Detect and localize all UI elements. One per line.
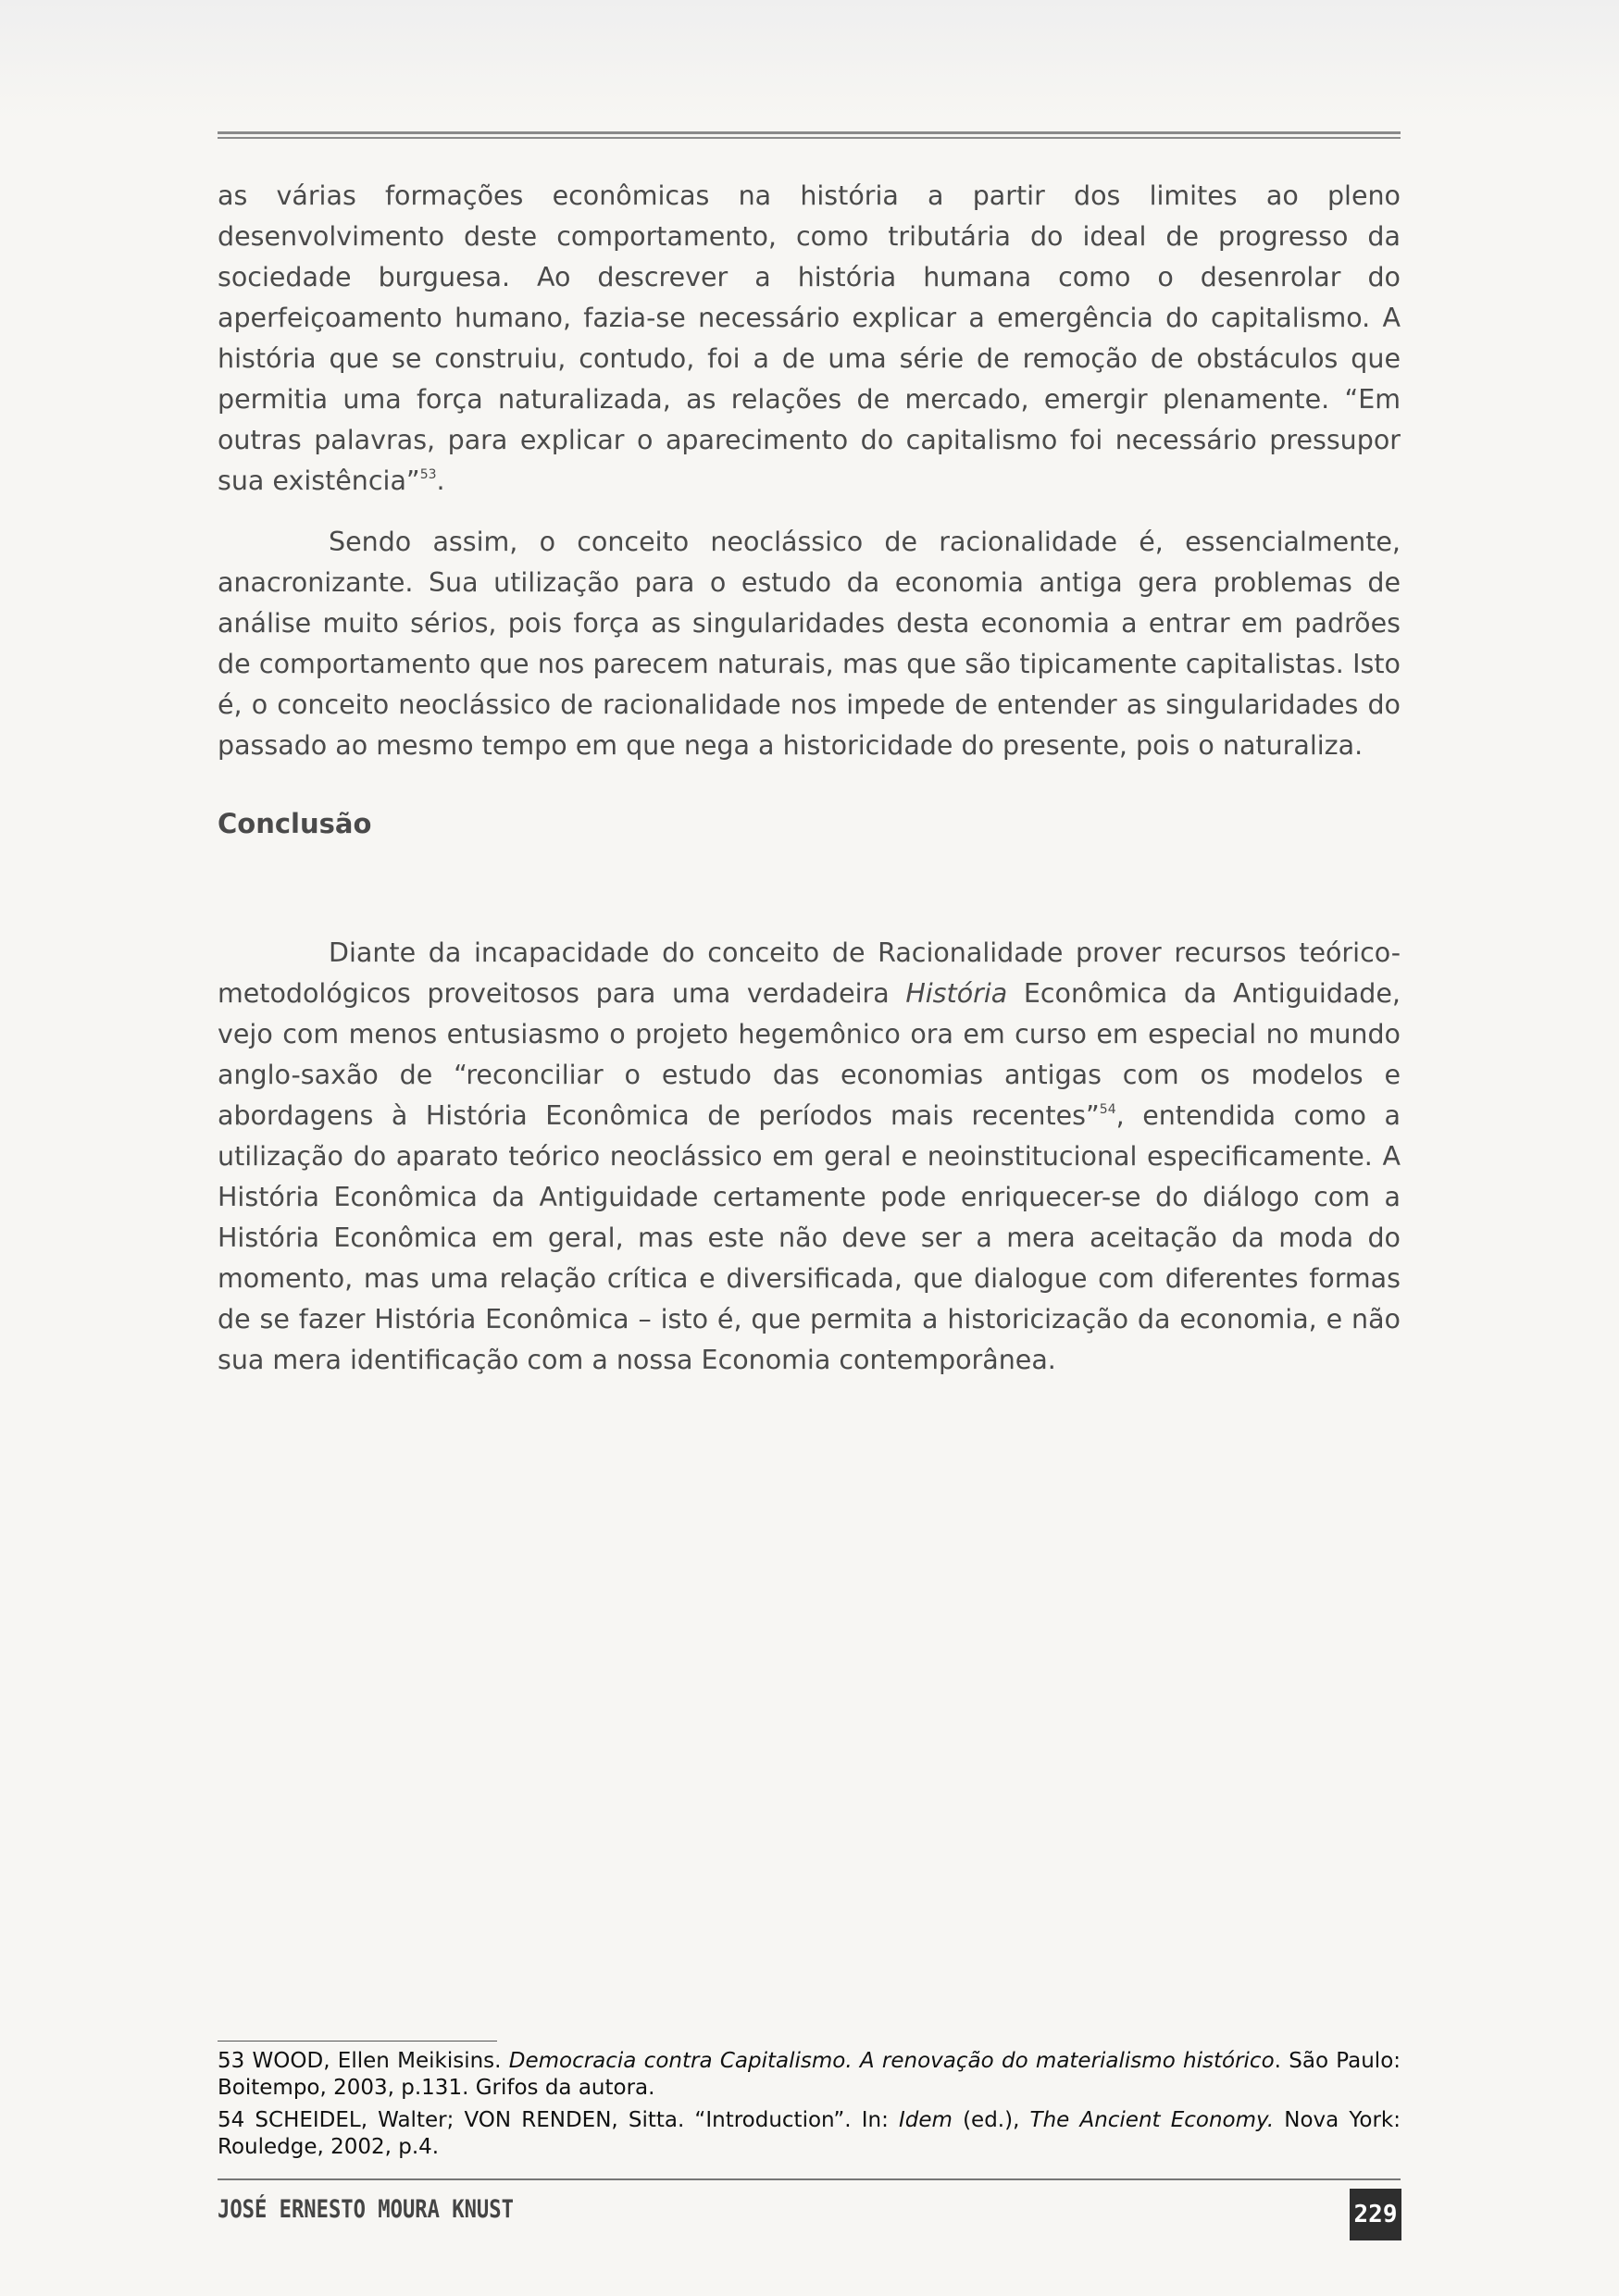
paragraph-1: as várias formações econômicas na história a partir dos limites ao pleno desenvolvimento deste comportamento, como tributária do ideal de progresso da sociedade burguesa. Ao descrever a história humana como o desenrolar do aperfeiçoamento humano, fazia-se necessário explicar a emergência do capitalismo. A história que se construiu, contudo, foi a de uma série de remoção de obstáculos que permitia uma força naturalizada, as relações de mercado, emergir plenamente. “Em outras palavras, para explicar o aparecimento do capitalismo foi necessário pressupor sua existência”$^{53}$.: [218, 180, 1401, 496]
paragraph-3: Diante da incapacidade do conceito de Racionalidade prover recursos teórico-metodológicos proveitosos para uma verdadeira História Econômica da Antiguidade, vejo com menos entusiasmo o projeto hegemônico ora em curso em especial no mundo anglo-saxão de “reconciliar o estudo das economias antigas com os modelos e abordagens à História Econômica de períodos mais recentes”$^{54}$, entendida como a utilização do aparato teórico neoclássico em geral e neoinstitucional especificamente. A História Econômica da Antiguidade certamente pode enriquecer-se do diálogo com a História Econômica em geral, mas este não deve ser a mera aceitação da moda do momento, mas uma relação crítica e diversificada, que dialogue com diferentes formas de se fazer História Econômica – isto é, que permita a historicização da economia, e não sua mera identificação com a nossa Economia contemporânea.: [218, 937, 1401, 1375]
page-number: 229: [1350, 2189, 1401, 2240]
footnote-54: 54 SCHEIDEL, Walter; VON RENDEN, Sitta. “Introduction”. In: Idem (ed.), The Ancient Economy. Nova York: Rouledge, 2002, p.4.: [218, 2108, 1401, 2159]
body-text: [218, 176, 1401, 766]
page-top-shade: [0, 0, 1619, 120]
conclusion-text: [218, 933, 1401, 1381]
footnote-53: 53 WOOD, Ellen Meikisins. Democracia contra Capitalismo. A renovação do materialismo histórico. São Paulo: Boitempo, 2003, p.131. Grifos da autora.: [218, 2049, 1401, 2100]
footnote-ref-54[interactable]: 54: [1099, 1102, 1116, 1117]
footer-rule: [218, 2178, 1401, 2180]
footnote-separator: [218, 2041, 497, 2042]
section-heading: Conclusão: [218, 808, 372, 839]
footnote-ref-53[interactable]: 53: [419, 467, 437, 482]
footer-author: JOSÉ ERNESTO MOURA KNUST: [218, 2195, 514, 2224]
header-double-rule: [218, 131, 1401, 139]
footnotes: [218, 2048, 1401, 2166]
paragraph-2: Sendo assim, o conceito neoclássico de racionalidade é, essencialmente, anacronizante. Sua utilização para o estudo da economia antiga gera problemas de análise muito sérios, pois força as singularidades desta economia a entrar em padrões de comportamento que nos parecem naturais, mas que são tipicamente capitalistas. Isto é, o conceito neoclássico de racionalidade nos impede de entender as singularidades do passado ao mesmo tempo em que nega a historicidade do presente, pois o naturaliza.: [218, 527, 1401, 761]
